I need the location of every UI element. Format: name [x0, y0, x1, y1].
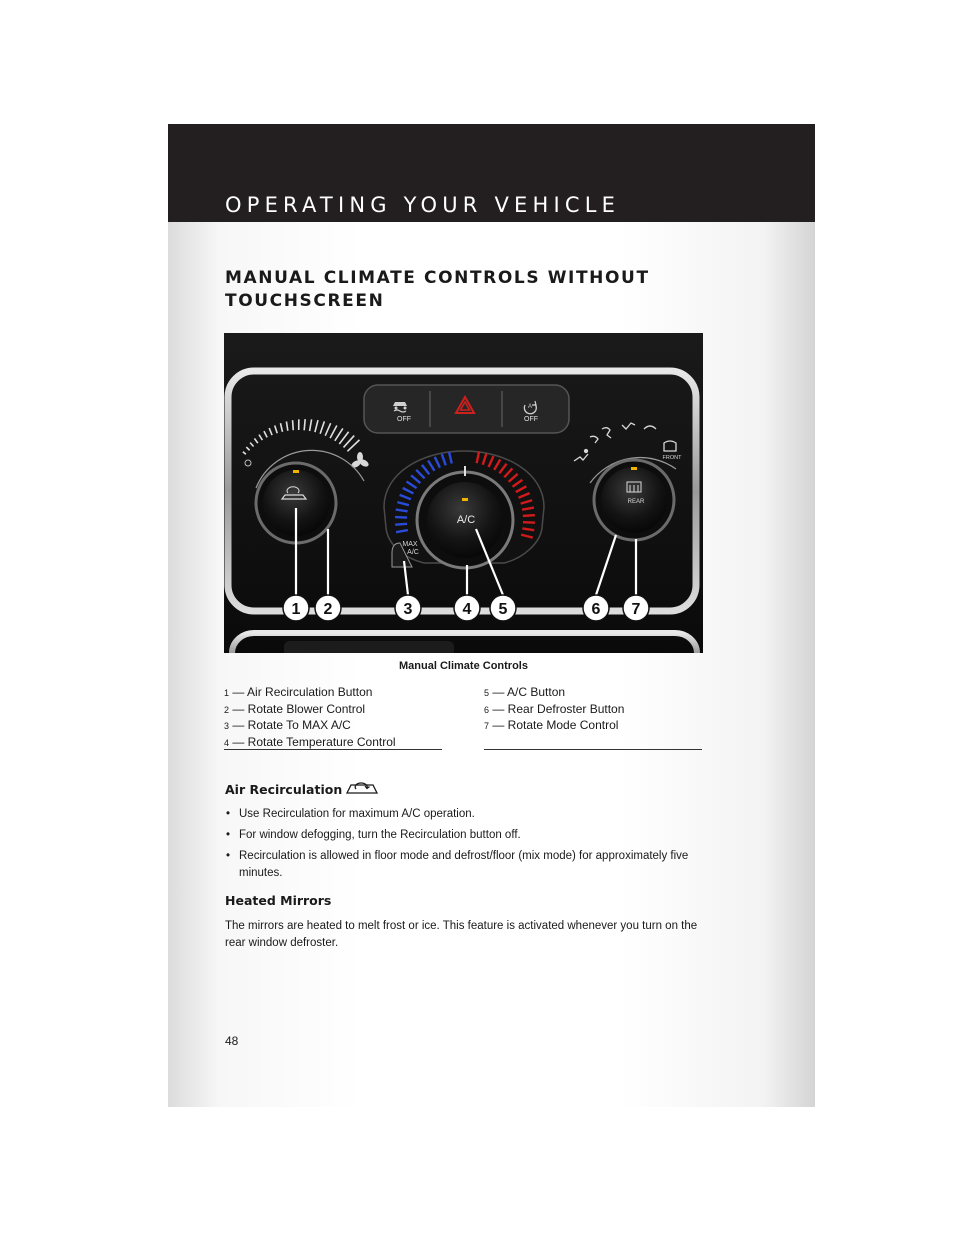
svg-text:REAR: REAR — [627, 499, 645, 505]
svg-text:OFF: OFF — [524, 416, 538, 423]
callout-2 — [315, 595, 341, 621]
legend-right — [484, 685, 702, 735]
legend-item: 7 — Rotate Mode Control — [484, 718, 619, 732]
bullet-item: • Use Recirculation for maximum A/C operation. — [225, 806, 703, 823]
heated-mirrors-body: The mirrors are heated to melt frost or ice. This feature is activated whenever you turn on the rear window defroster. — [225, 920, 698, 949]
svg-text:5: 5 — [498, 601, 508, 618]
header-band — [168, 124, 815, 222]
legend-item: 5 — A/C Button — [484, 685, 566, 699]
svg-text:MAX: MAX — [402, 541, 418, 548]
figure-caption: Manual Climate Controls — [399, 660, 528, 672]
svg-text:A: A — [527, 404, 533, 410]
legend-item: 1 — Air Recirculation Button — [224, 685, 373, 699]
svg-text:A/C: A/C — [456, 514, 476, 526]
svg-text:2: 2 — [323, 601, 333, 618]
svg-text:7: 7 — [631, 601, 641, 618]
recirc-indicator — [293, 470, 299, 473]
ac-indicator — [462, 498, 468, 501]
svg-text:4: 4 — [462, 601, 472, 618]
callout-5 — [490, 595, 516, 621]
recirculation-icon — [344, 779, 380, 797]
page-number: 48 — [225, 1034, 239, 1048]
callout-4 — [454, 595, 480, 621]
svg-text:OFF: OFF — [397, 416, 411, 423]
legend-item: 2 — Rotate Blower Control — [224, 701, 366, 716]
svg-text:3: 3 — [403, 601, 413, 618]
legend-left — [224, 685, 442, 751]
chapter-title: OPERATING YOUR VEHICLE — [225, 193, 621, 217]
legend-item: 4 — Rotate Temperature Control — [224, 734, 396, 749]
legend-divider — [224, 749, 442, 750]
bullet-item: • Recirculation is allowed in floor mode and defrost/floor (mix mode) for approximately five minutes. — [225, 848, 703, 882]
svg-text:FRONT: FRONT — [662, 455, 682, 461]
svg-text:A/C: A/C — [407, 549, 419, 556]
air-recirculation-heading: Air Recirculation — [225, 782, 343, 797]
manual-page — [168, 124, 815, 1107]
callout-markers — [283, 595, 649, 621]
bullet-item: • For window defogging, turn the Recirculation button off. — [225, 827, 703, 844]
callout-1 — [283, 595, 309, 621]
legend-item: 6 — Rear Defroster Button — [484, 701, 625, 716]
heated-mirrors-heading: Heated Mirrors — [225, 893, 332, 908]
legend-item: 3 — Rotate To MAX A/C — [224, 718, 351, 732]
svg-text:6: 6 — [591, 601, 601, 618]
rear-defrost-indicator — [631, 467, 637, 470]
callout-3 — [395, 595, 421, 621]
climate-controls-figure — [224, 333, 703, 653]
climate-controls-illustration — [224, 333, 703, 653]
section-title: MANUAL CLIMATE CONTROLS WITHOUT TOUCHSCREEN — [225, 268, 650, 311]
legend-divider — [484, 749, 702, 750]
svg-text:1: 1 — [291, 601, 301, 618]
callout-6 — [583, 595, 609, 621]
top-button-strip — [364, 385, 569, 433]
air-recirculation-bullets — [225, 806, 703, 886]
callout-7 — [623, 595, 649, 621]
